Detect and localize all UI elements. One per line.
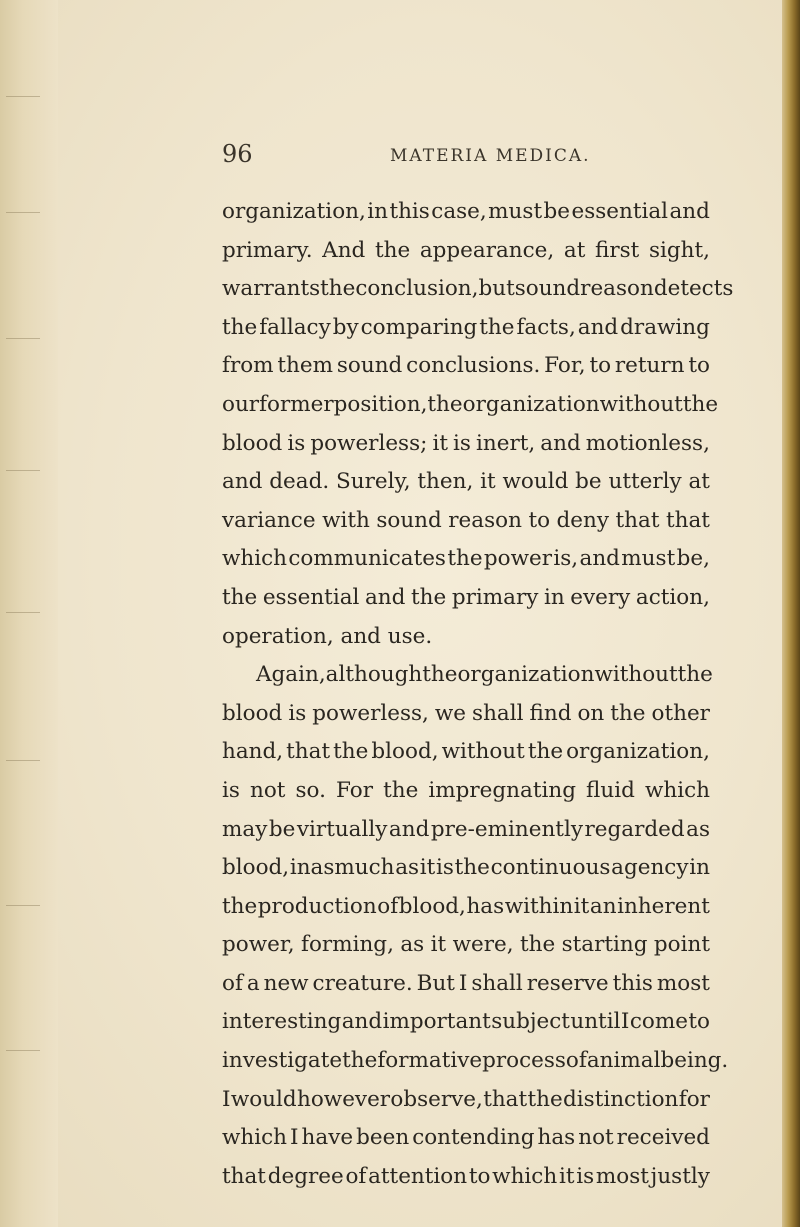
text-line: variance with sound reason to deny that that	[222, 507, 710, 533]
text-line: investigate the formative process of animal being.	[222, 1048, 729, 1074]
body-text	[222, 193, 734, 1196]
running-head: MATERIA MEDICA.	[390, 146, 591, 166]
text-line: the fallacy by comparing the facts, and drawing	[222, 314, 710, 340]
text-line: operation, and use.	[222, 623, 433, 649]
gutter-mark	[6, 905, 40, 906]
text-line: is not so. For the impregnating fluid which	[222, 777, 710, 803]
text-line: Again, although the organization without the	[256, 662, 713, 688]
text-line: blood is powerless, we shall find on the other	[222, 700, 710, 726]
page-edge	[782, 0, 800, 1227]
gutter-mark	[6, 96, 40, 97]
text-line: and dead. Surely, then, it would be utterly at	[222, 469, 710, 495]
page-number: 96	[222, 140, 253, 168]
gutter-mark	[6, 338, 40, 339]
page-header	[222, 140, 740, 180]
text-line: that degree of attention to which it is most justly	[222, 1163, 710, 1189]
text-line: which I have been contending has not received	[222, 1125, 710, 1151]
text-line: interesting and important subject until I come to	[222, 1009, 710, 1035]
text-line: our former position, the organization without the	[222, 391, 719, 417]
gutter-mark	[6, 612, 40, 613]
text-line: hand, that the blood, without the organization,	[222, 739, 710, 765]
text-line: of a new creature. But I shall reserve this most	[222, 970, 710, 996]
text-line: from them sound conclusions. For, to return to	[222, 353, 710, 379]
text-line: the essential and the primary in every action,	[222, 584, 710, 610]
text-line: blood is powerless; it is inert, and motionless,	[222, 430, 710, 456]
page-gutter	[0, 0, 58, 1227]
text-line: power, forming, as it were, the starting point	[222, 932, 710, 958]
text-line: I would however observe, that the distinction for	[222, 1086, 710, 1112]
text-line: organization, in this case, must be essential and	[222, 199, 710, 224]
text-line: primary. And the appearance, at first sight,	[222, 237, 710, 263]
gutter-mark	[6, 760, 40, 761]
text-line: the production of blood, has within it an inherent	[222, 893, 710, 919]
gutter-mark	[6, 1050, 40, 1051]
gutter-mark	[6, 470, 40, 471]
text-line: blood, inasmuch as it is the continuous agency in	[222, 855, 710, 881]
text-line: which communicates the power is, and must be,	[222, 546, 710, 572]
text-line: warrants the conclusion, but sound reason detects	[222, 276, 734, 302]
text-line: may be virtually and pre-eminently regarded as	[222, 816, 710, 842]
gutter-mark	[6, 212, 40, 213]
